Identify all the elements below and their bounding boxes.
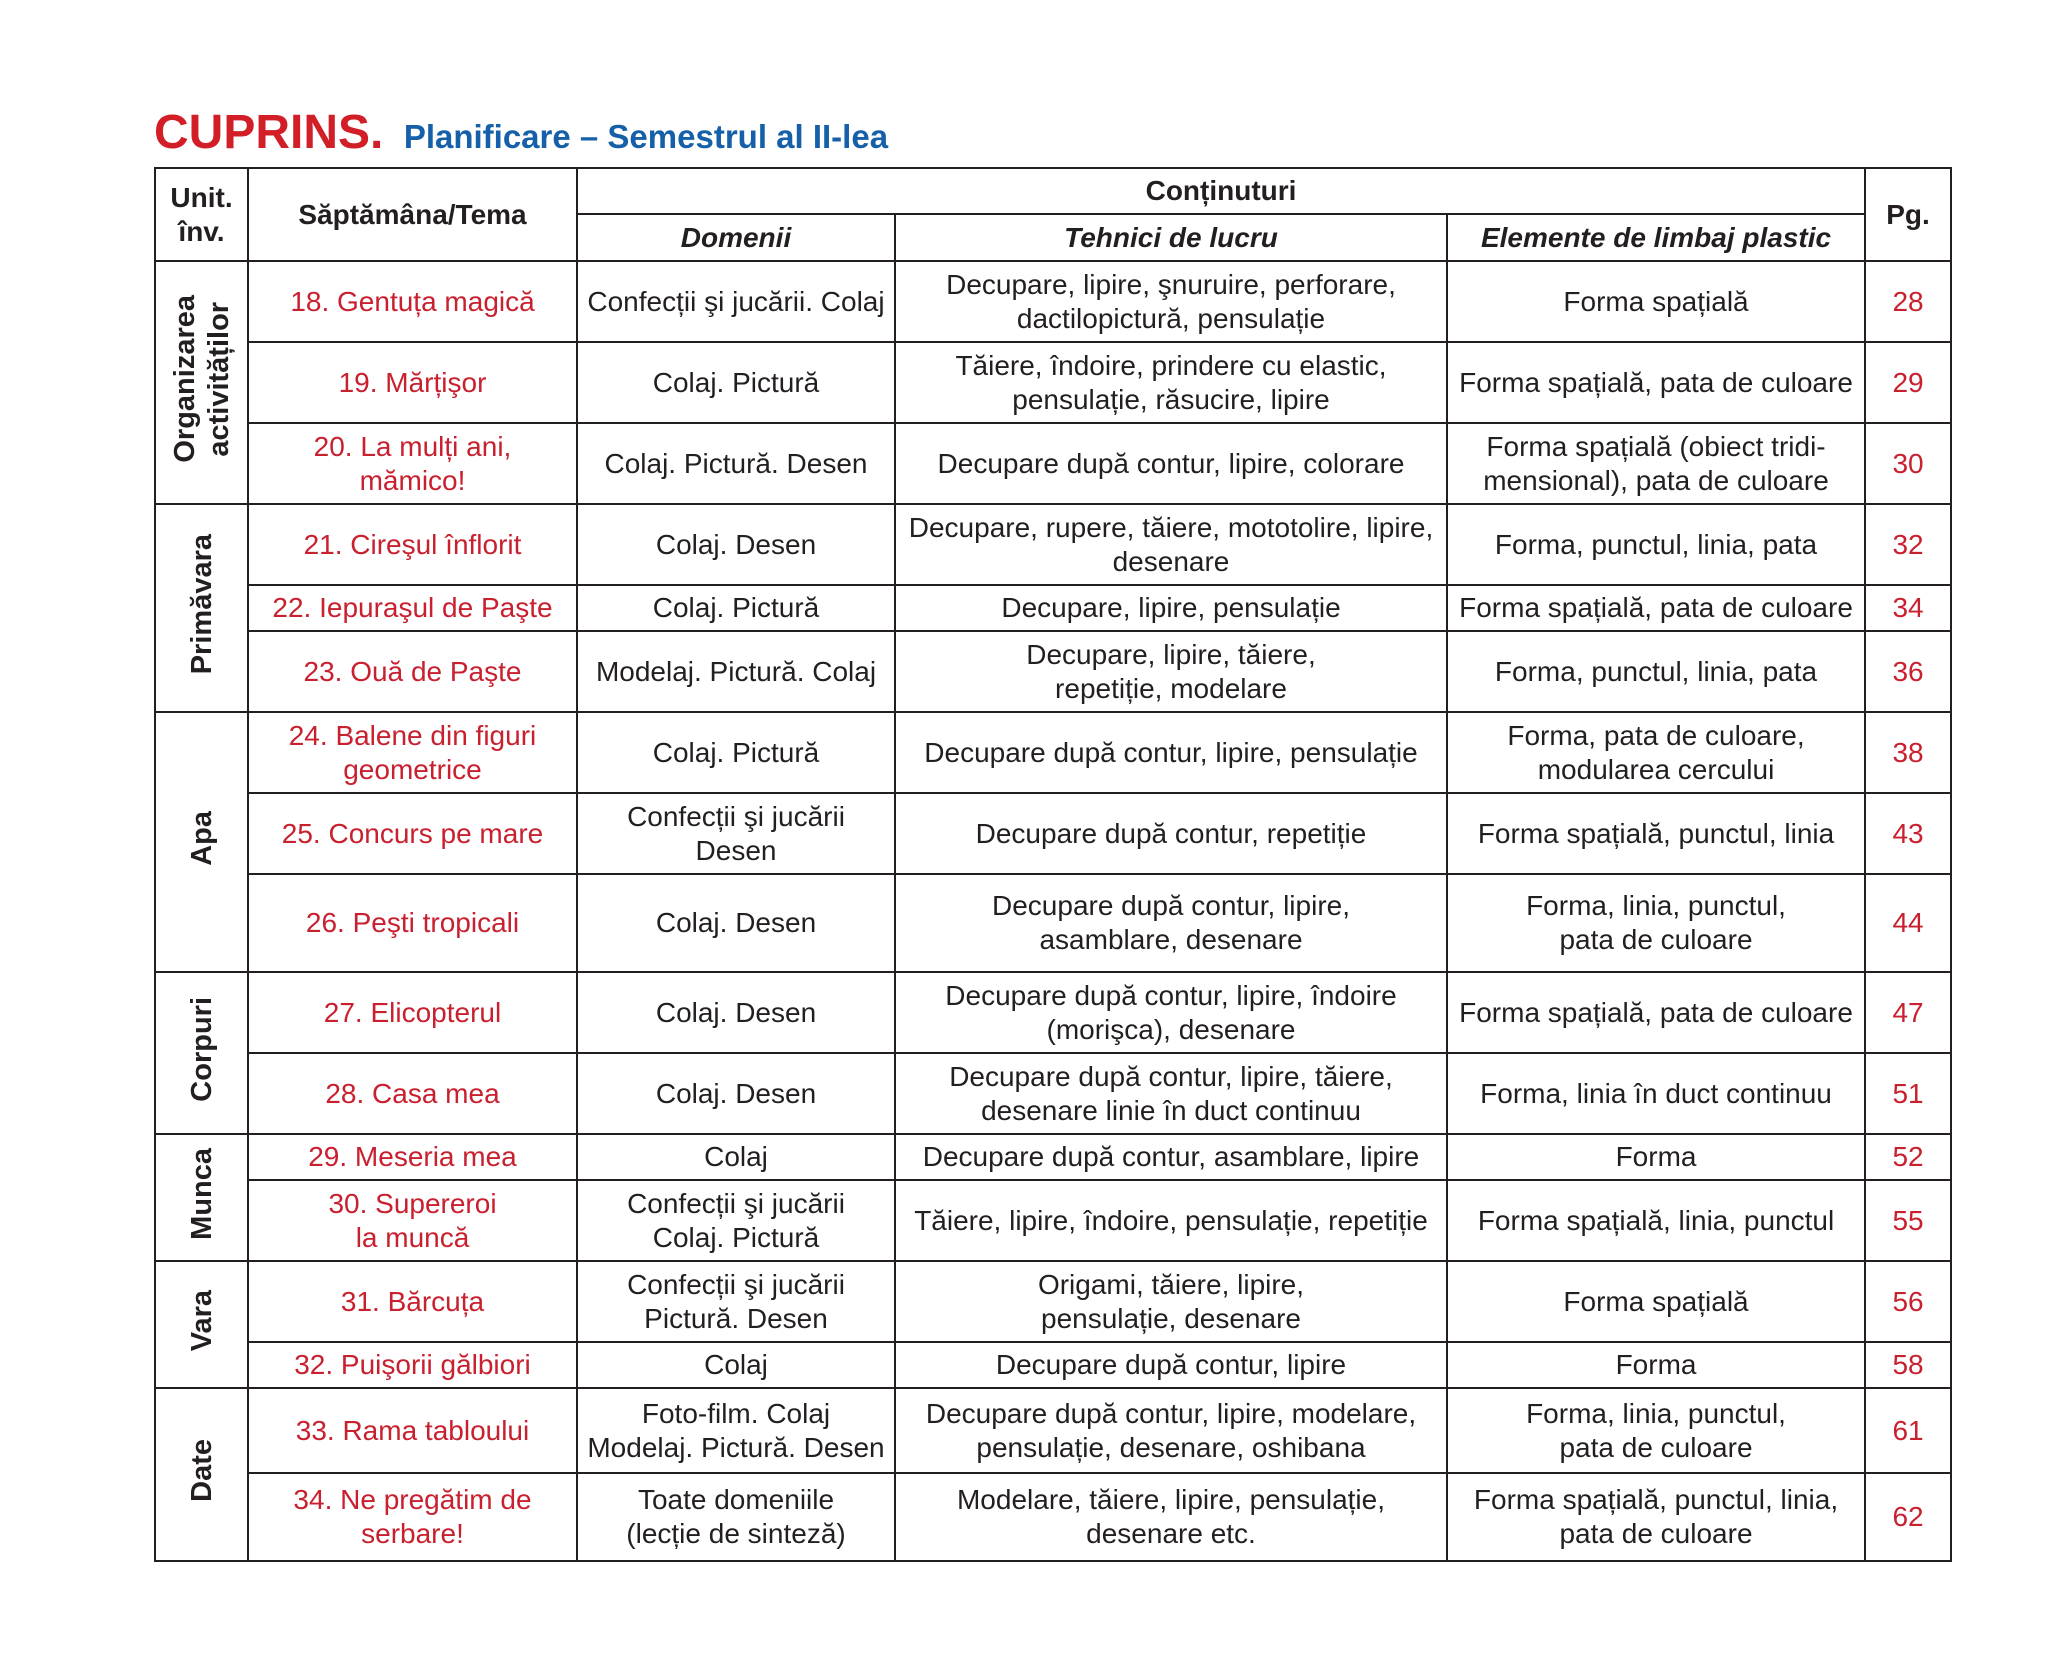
elements-cell: Forma spațială, linia, punctul bbox=[1447, 1180, 1865, 1261]
techniques-cell: Decupare, lipire, pensulație bbox=[895, 585, 1447, 631]
table-row bbox=[155, 874, 1951, 972]
elements-cell: Forma bbox=[1447, 1342, 1865, 1388]
page-number: 56 bbox=[1865, 1261, 1951, 1342]
elements-cell: Forma spațială (obiect tridi- mensional), pata de culoare bbox=[1447, 423, 1865, 504]
techniques-cell: Decupare după contur, repetiție bbox=[895, 793, 1447, 874]
table-row bbox=[155, 504, 1951, 585]
table-row bbox=[155, 261, 1951, 342]
title-cuprins: CUPRINS. bbox=[154, 106, 384, 159]
theme-cell: 31. Bărcuța bbox=[248, 1261, 577, 1342]
domains-cell: Modelaj. Pictură. Colaj bbox=[577, 631, 895, 712]
theme-cell: 18. Gentuța magică bbox=[248, 261, 577, 342]
theme-cell: 22. Iepuraşul de Paşte bbox=[248, 585, 577, 631]
techniques-cell: Decupare după contur, lipire, îndoire (morişca), desenare bbox=[895, 972, 1447, 1053]
elements-cell: Forma, punctul, linia, pata bbox=[1447, 631, 1865, 712]
contents-table bbox=[154, 167, 1952, 1562]
table-row bbox=[155, 793, 1951, 874]
unit-cell: Munca bbox=[155, 1134, 248, 1261]
table-row bbox=[155, 342, 1951, 423]
theme-cell: 30. Supereroi la muncă bbox=[248, 1180, 577, 1261]
table-row bbox=[155, 1473, 1951, 1561]
theme-cell: 23. Ouă de Paşte bbox=[248, 631, 577, 712]
table-row bbox=[155, 712, 1951, 793]
techniques-cell: Tăiere, lipire, îndoire, pensulație, repetiție bbox=[895, 1180, 1447, 1261]
page-number: 43 bbox=[1865, 793, 1951, 874]
domains-cell: Colaj. Desen bbox=[577, 504, 895, 585]
page-number: 38 bbox=[1865, 712, 1951, 793]
elements-cell: Forma spațială, punctul, linia, pata de culoare bbox=[1447, 1473, 1865, 1561]
theme-cell: 25. Concurs pe mare bbox=[248, 793, 577, 874]
title-planificare: Planificare – Semestrul al II-lea bbox=[403, 118, 889, 155]
domains-cell: Confecții şi jucării. Colaj bbox=[577, 261, 895, 342]
unit-cell: Organizarea activităților bbox=[155, 261, 248, 504]
techniques-cell: Decupare după contur, lipire, tăiere, desenare linie în duct continuu bbox=[895, 1053, 1447, 1134]
header-unit: Unit. înv. bbox=[155, 168, 248, 261]
table-row bbox=[155, 1261, 1951, 1342]
elements-cell: Forma, linia în duct continuu bbox=[1447, 1053, 1865, 1134]
page-number: 28 bbox=[1865, 261, 1951, 342]
techniques-cell: Decupare după contur, asamblare, lipire bbox=[895, 1134, 1447, 1180]
page-title bbox=[154, 98, 888, 168]
domains-cell: Colaj. Pictură bbox=[577, 585, 895, 631]
theme-cell: 21. Cireşul înflorit bbox=[248, 504, 577, 585]
theme-cell: 27. Elicopterul bbox=[248, 972, 577, 1053]
domains-cell: Confecții şi jucării Colaj. Pictură bbox=[577, 1180, 895, 1261]
elements-cell: Forma, pata de culoare, modularea cercului bbox=[1447, 712, 1865, 793]
domains-cell: Colaj bbox=[577, 1134, 895, 1180]
unit-cell: Apa bbox=[155, 712, 248, 972]
domains-cell: Toate domeniile (lecție de sinteză) bbox=[577, 1473, 895, 1561]
elements-cell: Forma, punctul, linia, pata bbox=[1447, 504, 1865, 585]
table-row bbox=[155, 423, 1951, 504]
techniques-cell: Decupare, lipire, tăiere, repetiție, modelare bbox=[895, 631, 1447, 712]
page-number: 30 bbox=[1865, 423, 1951, 504]
elements-cell: Forma bbox=[1447, 1134, 1865, 1180]
elements-cell: Forma, linia, punctul, pata de culoare bbox=[1447, 874, 1865, 972]
page-number: 47 bbox=[1865, 972, 1951, 1053]
theme-cell: 29. Meseria mea bbox=[248, 1134, 577, 1180]
unit-cell: Vara bbox=[155, 1261, 248, 1388]
theme-cell: 20. La mulți ani, mămico! bbox=[248, 423, 577, 504]
elements-cell: Forma spațială, pata de culoare bbox=[1447, 972, 1865, 1053]
domains-cell: Colaj. Pictură bbox=[577, 712, 895, 793]
domains-cell: Foto-film. Colaj Modelaj. Pictură. Desen bbox=[577, 1388, 895, 1473]
table-row bbox=[155, 1388, 1951, 1473]
elements-cell: Forma, linia, punctul, pata de culoare bbox=[1447, 1388, 1865, 1473]
table-row bbox=[155, 972, 1951, 1053]
domains-cell: Colaj. Desen bbox=[577, 1053, 895, 1134]
page-number: 36 bbox=[1865, 631, 1951, 712]
techniques-cell: Decupare după contur, lipire, modelare, pensulație, desenare, oshibana bbox=[895, 1388, 1447, 1473]
page-number: 58 bbox=[1865, 1342, 1951, 1388]
table-row bbox=[155, 1053, 1951, 1134]
elements-cell: Forma spațială, pata de culoare bbox=[1447, 585, 1865, 631]
page-number: 34 bbox=[1865, 585, 1951, 631]
unit-cell: Date bbox=[155, 1388, 248, 1561]
domains-cell: Colaj. Desen bbox=[577, 972, 895, 1053]
theme-cell: 26. Peşti tropicali bbox=[248, 874, 577, 972]
page-number: 32 bbox=[1865, 504, 1951, 585]
theme-cell: 33. Rama tabloului bbox=[248, 1388, 577, 1473]
unit-cell: Primăvara bbox=[155, 504, 248, 712]
theme-cell: 19. Mărțişor bbox=[248, 342, 577, 423]
techniques-cell: Tăiere, îndoire, prindere cu elastic, pensulație, răsucire, lipire bbox=[895, 342, 1447, 423]
page-number: 55 bbox=[1865, 1180, 1951, 1261]
theme-cell: 32. Puişorii gălbiori bbox=[248, 1342, 577, 1388]
techniques-cell: Decupare după contur, lipire bbox=[895, 1342, 1447, 1388]
techniques-cell: Modelare, tăiere, lipire, pensulație, desenare etc. bbox=[895, 1473, 1447, 1561]
domains-cell: Colaj. Pictură. Desen bbox=[577, 423, 895, 504]
header-domains: Domenii bbox=[577, 214, 895, 261]
techniques-cell: Decupare, lipire, şnuruire, perforare, dactilopictură, pensulație bbox=[895, 261, 1447, 342]
table-row bbox=[155, 585, 1951, 631]
header-page: Pg. bbox=[1865, 168, 1951, 261]
header-elements: Elemente de limbaj plastic bbox=[1447, 214, 1865, 261]
table-row bbox=[155, 1180, 1951, 1261]
techniques-cell: Decupare după contur, lipire, pensulație bbox=[895, 712, 1447, 793]
domains-cell: Colaj. Desen bbox=[577, 874, 895, 972]
elements-cell: Forma spațială, pata de culoare bbox=[1447, 342, 1865, 423]
theme-cell: 24. Balene din figuri geometrice bbox=[248, 712, 577, 793]
header-techniques: Tehnici de lucru bbox=[895, 214, 1447, 261]
table-row bbox=[155, 631, 1951, 712]
page-number: 44 bbox=[1865, 874, 1951, 972]
domains-cell: Colaj. Pictură bbox=[577, 342, 895, 423]
domains-cell: Confecții şi jucării Desen bbox=[577, 793, 895, 874]
techniques-cell: Origami, tăiere, lipire, pensulație, desenare bbox=[895, 1261, 1447, 1342]
elements-cell: Forma spațială bbox=[1447, 261, 1865, 342]
page-number: 62 bbox=[1865, 1473, 1951, 1561]
elements-cell: Forma spațială, punctul, linia bbox=[1447, 793, 1865, 874]
page-number: 52 bbox=[1865, 1134, 1951, 1180]
theme-cell: 34. Ne pregătim de serbare! bbox=[248, 1473, 577, 1561]
techniques-cell: Decupare după contur, lipire, asamblare, desenare bbox=[895, 874, 1447, 972]
page-number: 61 bbox=[1865, 1388, 1951, 1473]
techniques-cell: Decupare după contur, lipire, colorare bbox=[895, 423, 1447, 504]
header-week: Săptămâna/Tema bbox=[248, 168, 577, 261]
table-row bbox=[155, 1134, 1951, 1180]
domains-cell: Confecții şi jucării Pictură. Desen bbox=[577, 1261, 895, 1342]
page-number: 29 bbox=[1865, 342, 1951, 423]
header-contents: Conținuturi bbox=[577, 168, 1865, 214]
page-number: 51 bbox=[1865, 1053, 1951, 1134]
unit-cell: Corpuri bbox=[155, 972, 248, 1134]
table-row bbox=[155, 1342, 1951, 1388]
elements-cell: Forma spațială bbox=[1447, 1261, 1865, 1342]
techniques-cell: Decupare, rupere, tăiere, mototolire, lipire, desenare bbox=[895, 504, 1447, 585]
domains-cell: Colaj bbox=[577, 1342, 895, 1388]
theme-cell: 28. Casa mea bbox=[248, 1053, 577, 1134]
